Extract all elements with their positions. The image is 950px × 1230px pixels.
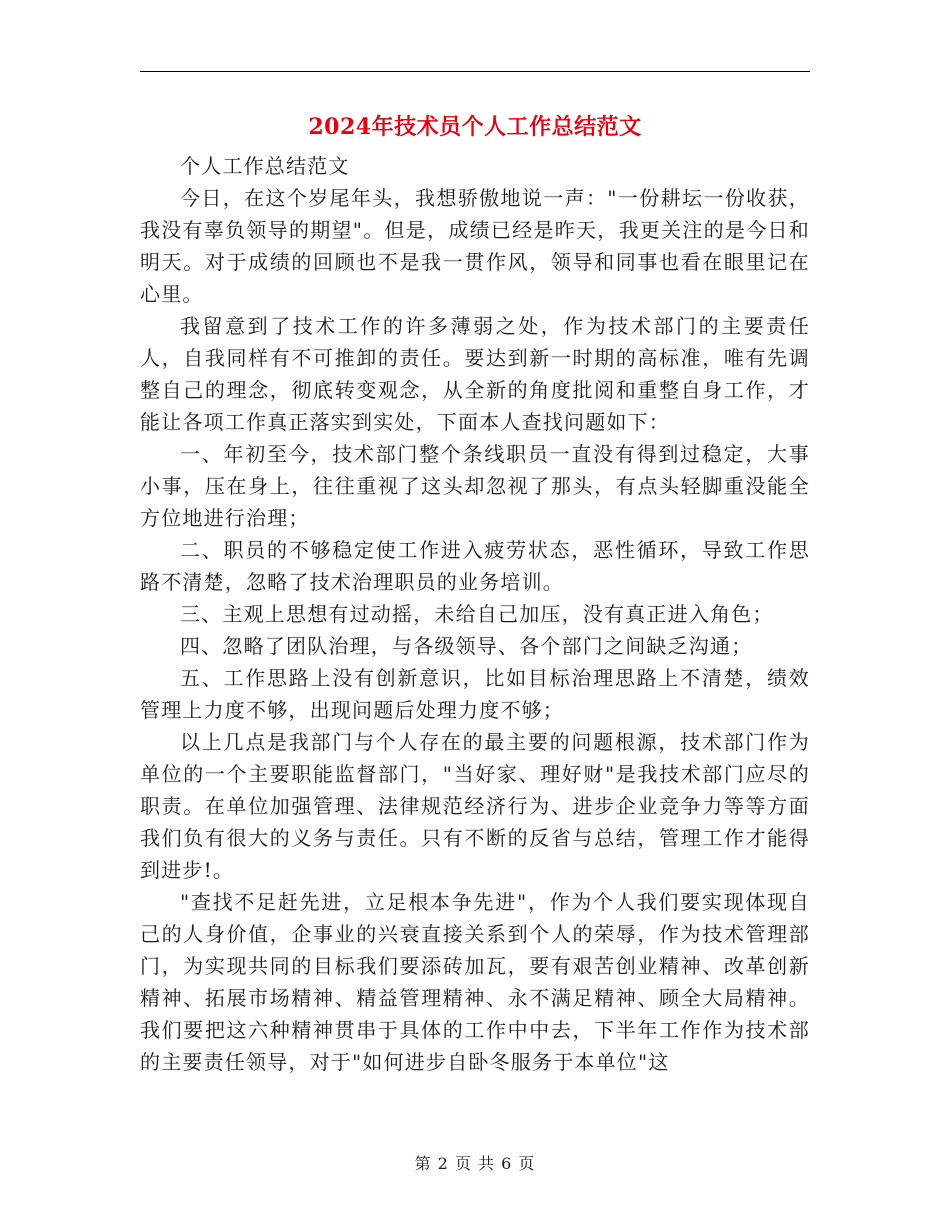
paragraph-item-5: 五、工作思路上没有创新意识，比如目标治理思路上不清楚，绩效管理上力度不够，出现问题后处理力度不够； [140,666,810,722]
document-body [140,150,810,1078]
paragraph-problems-lead: 我留意到了技术工作的许多薄弱之处，作为技术部门的主要责任人，自我同样有不可推卸的责任。要达到新一时期的高标准，唯有先调整自己的理念，彻底转变观念，从全新的角度批阅和重整自身工作，才能让各项工作真正落实到实处，下面本人查找问题如下： [140,314,810,434]
paragraph-item-4: 四、忽略了团队治理，与各级领导、各个部门之间缺乏沟通； [180,634,753,658]
page-number: 第 2 页 共 6 页 [414,1154,536,1173]
paragraph-item-3: 三、主观上思想有过动摇，未给自己加压，没有真正进入角色； [180,602,774,626]
header-rule [140,71,810,72]
paragraph-item-2: 二、职员的不够稳定使工作进入疲劳状态，恶性循环，导致工作思路不清楚，忽略了技术治理职员的业务培训。 [140,538,810,594]
document-title: 2024年技术员个人工作总结范文 [308,114,642,140]
paragraph-spirit: "查找不足赶先进，立足根本争先进"，作为个人我们要实现体现自己的人身价值，企事业的兴衰直接关系到个人的荣辱，作为技术管理部门，为实现共同的目标我们要添砖加瓦，要有艰苦创业精神、改革创新精神、拓展市场精神、精益管理精神、永不满足精神、顾全大局精神。我们要把这六种精神贯串于具体的工作中中去，下半年工作作为技术部的主要责任领导，对于"如何进步自卧冬服务于本单位"这 [140,890,810,1074]
paragraph-item-1: 一、年初至今，技术部门整个条线职员一直没有得到过稳定，大事小事，压在身上，往往重视了这头却忽视了那头，有点头轻脚重没能全方位地进行治理； [140,442,810,530]
paragraph-intro: 今日，在这个岁尾年头，我想骄傲地说一声："一份耕坛一份收获，我没有辜负领导的期望"。但是，成绩已经是昨天，我更关注的是今日和明天。对于成绩的回顾也不是我一贯作风，领导和同事也看在眼里记在心里。 [140,186,810,306]
section-heading: 个人工作总结范文 [180,154,350,178]
paragraph-summary: 以上几点是我部门与个人存在的最主要的问题根源，技术部门作为单位的一个主要职能监督部门，"当好家、理好财"是我技术部门应尽的职责。在单位加强管理、法律规范经济行为、进步企业竞争力等等方面我们负有很大的义务与责任。只有不断的反省与总结，管理工作才能得到进步!。 [140,730,810,882]
